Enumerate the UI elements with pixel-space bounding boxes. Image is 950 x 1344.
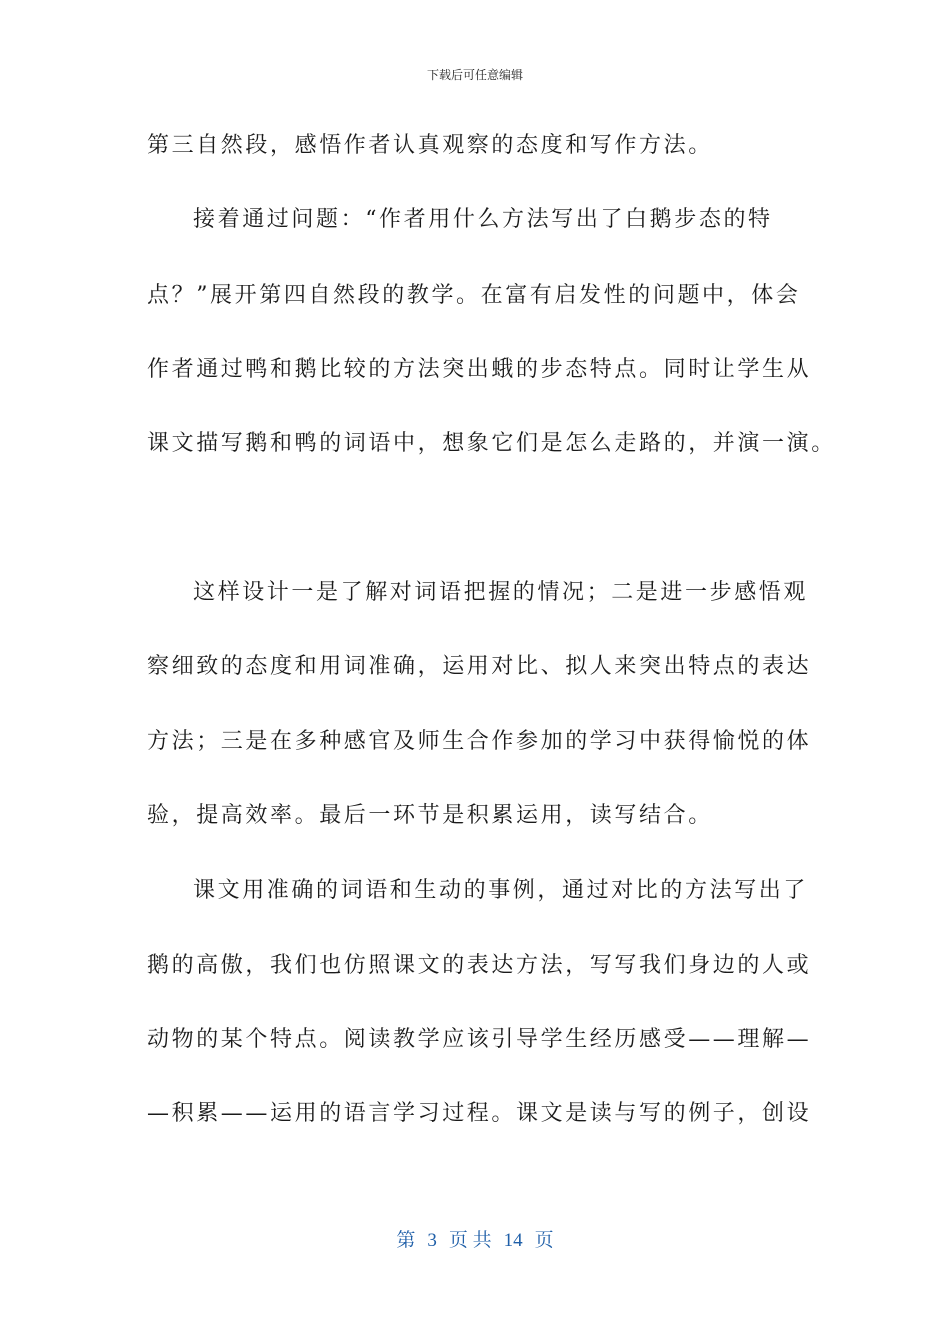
page-footer [0,1225,950,1252]
footer-suffix: 页 [534,1230,554,1251]
footer-mid: 页 共 [448,1230,492,1251]
paragraph-line-11: 鹅的高傲，我们也仿照课文的表达方法，写写我们身边的人或 [147,953,812,978]
paragraph-line-4: 作者通过鸭和鹅比较的方法突出蛾的步态特点。同时让学生从 [147,357,812,382]
paragraph-line-8: 方法；三是在多种感官及师生合作参加的学习中获得愉悦的体 [147,729,812,754]
paragraph-line-12: 动物的某个特点。阅读教学应该引导学生经历感受——理解— [147,1027,812,1052]
header-note: 下载后可任意编辑 [426,68,523,82]
paragraph-line-13: —积累——运用的语言学习过程。课文是读与写的例子，创设 [147,1101,812,1126]
footer-page-number: 3 [427,1230,437,1251]
paragraph-line-2: 接着通过问题：“作者用什么方法写出了白鹅步态的特 [193,207,773,232]
paragraph-line-7: 察细致的态度和用词准确，运用对比、拟人来突出特点的表达 [147,654,812,679]
paragraph-line-1: 第三自然段，感悟作者认真观察的态度和写作方法。 [147,133,713,158]
footer-total-pages: 14 [503,1230,523,1251]
paragraph-line-6: 这样设计一是了解对词语把握的情况；二是进一步感悟观 [193,580,809,605]
paragraph-line-3: 点？”展开第四自然段的教学。在富有启发性的问题中，体会 [147,283,801,308]
footer-prefix: 第 [396,1230,416,1251]
paragraph-line-10: 课文用准确的词语和生动的事例，通过对比的方法写出了 [193,878,809,903]
paragraph-line-5: 课文描写鹅和鸭的词语中，想象它们是怎么走路的，并演一演。 [147,431,836,456]
paragraph-line-9: 验，提高效率。最后一环节是积累运用，读写结合。 [147,803,713,828]
